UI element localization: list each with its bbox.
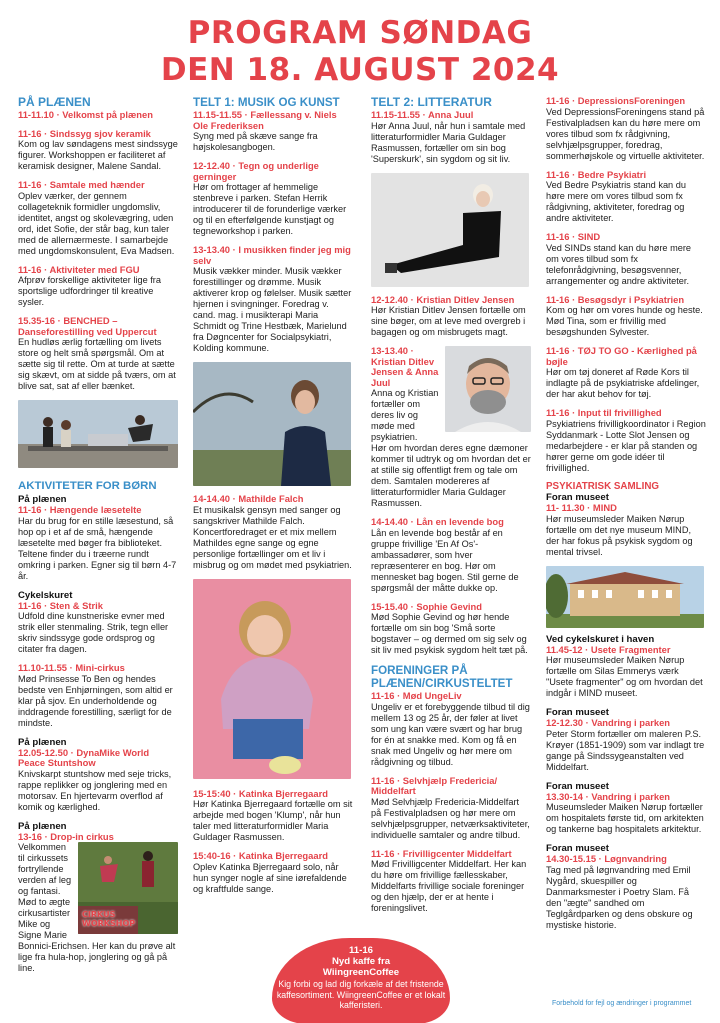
- event-body: Mød Frivilligcenter Middelfart. Her kan du høre om frivillige fællesskaber, Middelfarts frivillige sociale foreninger og den hjælp, der er at hente i foreningslivet.: [371, 859, 527, 913]
- event-body: Udfold dine kunstneriske evner med strik eller stenmaling. Strik, tegn eller skriv sindssyge gode ordsprog og citater fra dagen.: [18, 611, 169, 654]
- coffee-body: Kig forbi og lad dig forkæle af det fristende kaffesortiment. WiingreenCoffee er et lokalt kafferisteri.: [276, 979, 446, 1010]
- event: [193, 110, 353, 153]
- event: [18, 316, 178, 392]
- event: [546, 346, 706, 400]
- event-title: 11-16 · Frivilligcenter Middelfart: [371, 847, 512, 859]
- section-heading: PÅ PLÆNEN: [18, 95, 91, 109]
- event-title: 13-13.40 · Kristian Ditlev Jensen & Anna Juul: [371, 345, 439, 388]
- event-body: Museumsleder Maiken Nørup fortæller om hospitalets første tid, om arkitekten og tankerne bag hospitalets arkitektur.: [546, 802, 704, 834]
- coffee-title: Nyd kaffe fra: [331, 956, 391, 967]
- page-title-line-1: PROGRAM SØNDAG: [187, 15, 533, 51]
- event: [193, 245, 353, 354]
- event-body: Tag med på løgnvandring med Emil Nygård, skuespiller og Danmarksmester i Poetry Slam. Få den "ægte" sandhed om Teglgårdparken og dens obskure og mystiske historie.: [546, 864, 693, 930]
- event: [546, 645, 706, 700]
- event-title: 13.30-14 · Vandring i parken: [546, 790, 671, 802]
- page-title-line-2: DEN 18. AUGUST 2024: [160, 52, 560, 88]
- event-title: 15-15.40 · Sophie Gevind: [371, 600, 482, 612]
- location-label: På plænen: [18, 494, 67, 505]
- event-title: 11-16 · Aktiviteter med FGU: [18, 263, 140, 275]
- event-title: 12.05-12.50 · DynaMike World Peace Stuntshow: [18, 746, 150, 768]
- section-heading: TELT 2: LITTERATUR: [371, 95, 492, 109]
- event-body: Hør Katinka Bjerregaard fortælle om sit arbejde med bogen 'Klump', når hun taler med litteraturformidler Maria Guldager Rasmussen.: [193, 799, 353, 842]
- location-label: På plænen: [18, 820, 67, 832]
- event: [546, 96, 706, 162]
- event: [371, 849, 531, 915]
- event: [371, 110, 531, 165]
- event-body: Oplev værker, der gennem collageteknik formidler ungdomsliv, identitet, angst og skolevægring, uden ord, idet Sofie, der står bag, kun taler med de allernærmeste. I samarbejde med ungdomskonsulent, Eva Madsen.: [18, 190, 175, 256]
- event: [193, 851, 353, 895]
- event: [546, 792, 706, 836]
- event-title: 12-12.30 · Vandring i parken: [546, 717, 671, 728]
- event: [546, 232, 706, 287]
- event-body: Kom og lav søndagens mest sindssyge figurer. Workshoppen er faciliteret af keramisk designer, Malene Sandal.: [18, 139, 178, 171]
- event-title: 11-16 · TØJ TO GO - Kærlighed på bøjle: [546, 345, 697, 367]
- event-body: Hør Kristian Ditlev Jensen fortælle om sine bøger, om at leve med overgreb i bagagen og om misbrugets magt.: [371, 305, 526, 337]
- event: [546, 170, 706, 225]
- event-title: 11-16 · Samtale med hænder: [18, 179, 145, 190]
- location-label: Foran museet: [546, 780, 609, 792]
- section-heading: AKTIVITETER FOR BØRN: [18, 480, 157, 492]
- column-foreninger-og-museum: [546, 96, 706, 939]
- event-title: 13-16 · Drop-in cirkus: [18, 830, 114, 842]
- event: [546, 503, 706, 558]
- event-body: Ved DepressionsForeningens stand på Festivalpladsen kan du høre mere om vores tilbud som fx rådgivning, selvhjælpsgrupper, foredrag, sommerhøjskole og virtuelle aktiviteter.: [546, 106, 705, 161]
- event-title: 11-16 · Hængende læsetelte: [18, 504, 142, 515]
- location-label: Ved cykelskuret i haven: [546, 633, 655, 645]
- location-label: Foran museet: [546, 843, 609, 854]
- event-body: Hør om hvordan deres egne dæmoner kommer til udtryk og om hvordan det er at stille sig offentligt frem og tale om dem. Samtalen modereres af litteraturformidler Maria Guldager Rasmussen.: [371, 443, 531, 508]
- event-body: Syng med på skæve sange fra højskolesangbogen.: [193, 131, 318, 152]
- event-title: 11-16 · Selvhjælp Fredericia/ Middelfart: [371, 774, 498, 796]
- event-body: Mød Prinsesse To Ben og hendes bedste ven Enhjørningen, som altid er klar på sjov. En underholdende og inddragende forestilling, særligt for de mindste.: [18, 673, 173, 728]
- event-title: 11.15-11.55 · Anna Juul: [371, 109, 474, 120]
- cirkus-photo: [78, 842, 178, 934]
- event-body: Peter Storm fortæller om maleren P.S. Krøyer (1851-1909) som var indlagt tre gange på Sindssygeanstalten ved Middelfart.: [546, 728, 705, 772]
- event: [193, 494, 353, 571]
- event-body: Lån en levende bog består af en gruppe frivillige 'En Af Os'-ambassadører, som hver repræsenterer en bog. Hør om mennesket bag bogen. Stil gerne de spørgsmål der måtte dukke op.: [371, 527, 519, 593]
- coffee-bubble: [272, 938, 450, 1023]
- mathilde-falch-photo: [193, 362, 351, 486]
- location-label: På plænen: [18, 736, 67, 748]
- event-body: En hudløs ærlig fortælling om livets store og helt små spørgsmål. Om at sætte sig til rette. Om at turde at sætte sig skævt, om at sidde på tværs, om at blive sat, sat af eller bænket.: [18, 337, 176, 391]
- event: [18, 110, 178, 121]
- column-telt-2: [371, 96, 531, 922]
- event-body: Psykiatriens frivilligkoordinator i Region Syddanmark - Lotte Slot Jensen og medarbejdere - er klar på standen og hører gerne om gode idéer til frivillighed.: [546, 418, 706, 473]
- event-title: 11-11.10 · Velkomst på plænen: [18, 109, 153, 120]
- cirkus-workshop-sign: CIRKUS WORKSHOP: [82, 910, 136, 928]
- kristian-ditlev-jensen-photo: [445, 346, 531, 432]
- event-body: Ved Bedre Psykiatris stand kan du høre mere om vores tilbud som fx rådgivning, aktiviteter, foredrag og andre aktiviteter.: [546, 180, 686, 223]
- event: [18, 129, 178, 173]
- event-title: 14-14.40 · Mathilde Falch: [193, 493, 304, 504]
- event: [18, 663, 178, 729]
- event-title: 11-16 · Bedre Psykiatri: [546, 168, 647, 180]
- event-title: 15:40-16 · Katinka Bjerregaard: [193, 850, 328, 861]
- event: [546, 718, 706, 773]
- event-body: Hør Anna Juul, når hun i samtale med litteraturformidler Maria Guldager Rasmussen, fortæller om sin bog 'Superskurk', sin sygdom og sit liv.: [371, 120, 526, 164]
- event-body: Oplev Katinka Bjerregaard solo, når hun synger nogle af sine iørefaldende og kraftfulde sange.: [193, 861, 347, 894]
- event-title: 11-16 · Besøgsdyr i Psykiatrien: [546, 293, 685, 305]
- event-title: 11.10-11.55 · Mini-cirkus: [18, 662, 125, 673]
- location-label: Foran museet: [546, 492, 609, 503]
- event-body: Knivskarpt stuntshow med seje tricks, rappe replikker og jonglering med en motorsav. En hjertevarm overflod af komik og kærlighed.: [18, 768, 172, 812]
- event-body: Kom og hør om vores hunde og heste. Mød Tina, som er frivillig med besøgshunden Sylvester.: [546, 305, 703, 337]
- event-title: 11.45-12 · Usete Fragmenter: [546, 643, 671, 655]
- event: [371, 691, 531, 768]
- event: [546, 854, 706, 931]
- event-title: 15.35-16 · BENCHED – Danseforestilling ved Uppercut: [18, 315, 157, 337]
- event-body: Hør museumsleder Maiken Nørup fortælle om det nye museum MIND, der har fokus på psykisk sygdom og mental trivsel.: [546, 513, 693, 557]
- event: [546, 408, 706, 474]
- museum-building-photo: [546, 566, 704, 628]
- section-heading: TELT 1: MUSIK OG KUNST: [193, 96, 340, 109]
- event-title: 12-12.40 · Tegn og underlige gerninger: [193, 160, 319, 182]
- event-body: Et musikalsk gensyn med sanger og sangskriver Mathilde Falch. Koncertforedraget er et mix mellem Mathildes egne sange og egne personlige fortællinger om et liv i misbrug og om mødet med psykiatrien.: [193, 504, 352, 570]
- event-title: 12-12.40 · Kristian Ditlev Jensen: [371, 293, 515, 305]
- event-title: 11-16 · Sindssyg sjov keramik: [18, 127, 151, 139]
- anna-juul-photo: [371, 173, 529, 287]
- event: [18, 265, 178, 309]
- event-body: Har du brug for en stille læsestund, så hop op i et af de små, hængende læsetelte med bøger fra biblioteket. Teltene finder du i træerne rundt omkring i parken. Egner sig til børn 4-7 år.: [18, 515, 177, 581]
- event-body: Velkommen til cirkussets fortryllende verden af leg og fantasi. Mød to ægte cirkusartister Mike og Signe Marie Bonnici-Erichsen. Her kan du prøve alt lige fra hula-hop, jonglering og gå på line.: [18, 842, 176, 973]
- event-title: 14-14.40 · Lån en levende bog: [371, 516, 504, 527]
- event-body: Musik vækker minder. Musik vækker forestillinger og drømme. Musik aktiverer krop og følelser. Musik sætter hjernen i svingninger. Foredrag v. cand. mag. i musikterapi Maria Schmidt og Trine Hestbæk, Marielund fra Døgncenter for Socialpsykiatri, Kolding kommune.: [193, 266, 352, 353]
- event: [18, 180, 178, 257]
- event-title: 14.30-15.15 · Løgnvandring: [546, 853, 667, 864]
- coffee-time: 11-16: [348, 945, 373, 956]
- section-heading-red: PSYKIATRISK SAMLING: [546, 480, 660, 492]
- event: [193, 161, 353, 237]
- event-body: Afprøv forskellige aktiviteter lige fra sportslige udfordringer til kreative sysler.: [18, 275, 161, 307]
- location-label: Cykelskuret: [18, 589, 73, 601]
- event-title: 11-16 · Sten & Strik: [18, 599, 103, 611]
- coffee-brand: WiingreenCoffee: [322, 967, 400, 978]
- event: [18, 505, 178, 582]
- event-body: Mød Selvhjælp Fredericia-Middelfart på Festivalpladsen og hør mere om selvhjælpsgrupper, netværksaktiviteter, individuelle samtaler og andre tilbud.: [371, 796, 530, 840]
- event-body: Hør om frottager af hemmelige stenbreve i parken. Stefan Herrik introducerer til de forunderlige værker og til en efterfølgende kunstjagt og tegneworkshop i parken.: [193, 182, 347, 236]
- disclaimer-footnote: Forbehold for fejl og ændringer i programmet: [552, 1000, 692, 1007]
- event: [371, 346, 531, 509]
- event-title: 11-16 · Input til frivillighed: [546, 407, 662, 418]
- event-title: 11-16 · DepressionsForeningen: [546, 95, 686, 106]
- event-body: Ved SINDs stand kan du høre mere om vores tilbud som fx telefonrådgivning, besøgsvenner, arrangementer og andre aktiviteter.: [546, 242, 692, 286]
- event-title: 13-13.40 · I musikken finder jeg mig selv: [193, 244, 351, 266]
- section-heading: FORENINGER PÅ PLÆNEN/CIRKUSTELTET: [371, 664, 513, 690]
- dance-photo: [18, 400, 178, 468]
- event: [371, 776, 531, 841]
- event-title: 11- 11.30 · MIND: [546, 502, 617, 513]
- event: [18, 832, 178, 975]
- event-title: 15-15:40 · Katinka Bjerregaard: [193, 787, 328, 799]
- event: [371, 295, 531, 339]
- event-title: 11-16 · Mød UngeLiv: [371, 690, 462, 701]
- column-pa-plaenen: [18, 96, 178, 982]
- column-telt-1: [193, 96, 353, 903]
- event-title: 11-16 · SIND: [546, 231, 601, 242]
- event: [193, 789, 353, 844]
- event: [18, 601, 178, 656]
- event-body: Hør om tøj doneret af Røde Kors til indlagte på de psykiatriske afdelinger, der har akut behov for tøj.: [546, 367, 700, 399]
- location-label: Foran museet: [546, 707, 609, 718]
- event-body: Ungeliv er et forebyggende tilbud til dig mellem 13 og 25 år, der føler at livet som ung kan være svært og har brug for én at snakke med. Kom og få en snak med Ungeliv og hør mere om rådgivning og tilbud.: [371, 701, 530, 767]
- event: [546, 295, 706, 339]
- event-title: 11.15-11.55 · Fællessang v. Niels Ole Frederiksen: [193, 109, 337, 131]
- event-body: Hør museumsleder Maiken Nørup fortælle om Silas Emmerys værk "Usete fragmenter" og om hvordan det indgår i MIND museet.: [546, 655, 703, 698]
- katinka-bjerregaard-photo: [193, 579, 351, 779]
- event-body: Mød Sophie Gevind og hør hende fortælle om sin bog 'Små sorte bogstaver – og dermed om sig selv og sit liv med psykisk sygdom helt tæt på.: [371, 612, 528, 655]
- event: [18, 748, 178, 813]
- event: [371, 602, 531, 657]
- event-body: Anna og Kristian fortæller om deres liv og møde med psykiatrien.: [371, 388, 439, 442]
- event: [371, 517, 531, 594]
